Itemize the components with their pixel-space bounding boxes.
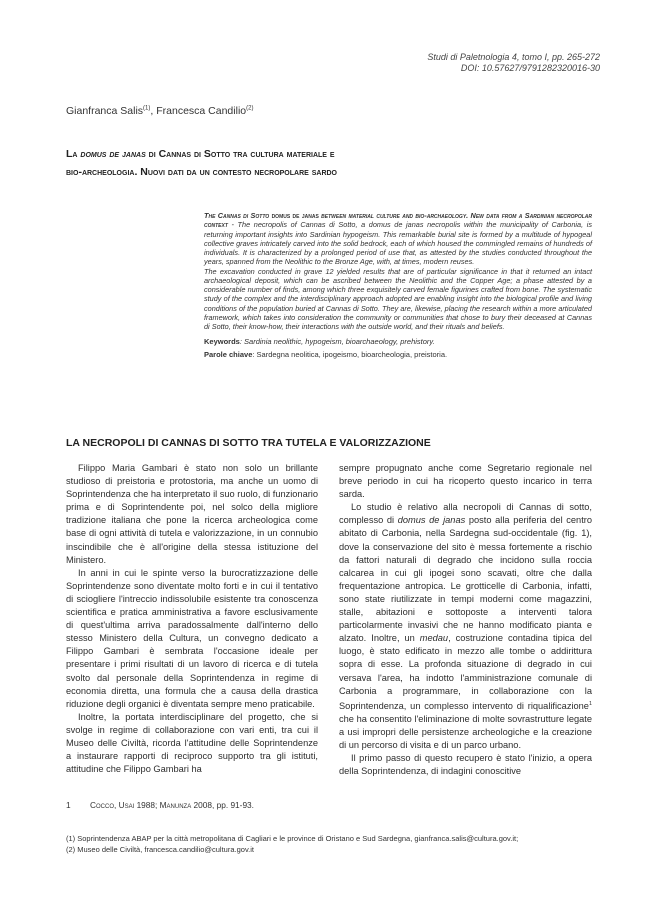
abstract-title-a: The Cannas di Sotto <box>204 211 272 220</box>
affiliation-1: (1) Soprintendenza ABAP per la città metropolitana di Cagliari e le province di Oristano e Sud Sardegna, gianfranca.salis@cultura.gov.it; <box>66 834 519 843</box>
col2-para-1 <box>339 501 592 752</box>
affiliation-2: (2) Museo delle Civiltà, francesca.candilio@cultura.gov.it <box>66 845 254 854</box>
abstract <box>204 211 592 360</box>
footnote-ref-1-rest: 1988; <box>134 800 160 810</box>
footnote-number: 1 <box>66 800 71 810</box>
title-line-2: bio-archeologia. Nuovi dati da un contesto necropolare sardo <box>66 166 337 178</box>
footnote-ref-1: Cocco, Usai <box>90 800 135 810</box>
footnote <box>66 800 254 810</box>
col2-p1c: , costruzione contadina tipica del luogo, è stato edificato in mezzo alle tombe o addirittura sopra di esse. La profonda situazione di degrado in cui versava l'area, ha indotto l'amministrazione comunale di Carbonia a programmare, in collaborazione con la Soprintendenza, un complesso intervento di riqualificazione <box>339 633 592 711</box>
paper-title <box>66 145 586 181</box>
abstract-text-1: - The necropolis of Cannas di Sotto, a domus de janas necropolis within the municipality of Carbonia, is returning important insights into Sardinian hypogeism. This remarkable burial site is formed by a multitude of hypogeal collective graves intricately carved into the solid bedrock, each of which housed the commingled remains of hundreds of individuals. It is characterized by a prolonged period of use that, as attested by the studies conducted throughout the years, spanned from the Neolithic to the Bronze Age, with, at times, modern reuses. <box>204 220 592 267</box>
section-heading: LA NECROPOLI DI CANNAS DI SOTTO TRA TUTELA E VALORIZZAZIONE <box>66 437 431 449</box>
col1-para-2: In anni in cui le spinte verso la burocratizzazione delle Soprintendenze sono diventate molto forti e in cui il tentativo di sciogliere l'intreccio indissolubile esistente tra conoscenza scientifica e pratica amministrativa a favore esclusivamente di quest'ultima arriva paradossalmente dall'interno dello stesso Ministero della Cultura, un convegno dedicato a Filippo Gambari è sembrata l'occasione ideale per presentare i primi risultati di un lavoro di ricerca e di tutela svolto dal personale della Soprintendenza in regime di economia diretta, una formula che a causa della drastica riduzione degli organici è diventata sempre meno praticabile. <box>66 567 318 709</box>
col1-para-1: Filippo Maria Gambari è stato non solo un brillante studioso di preistoria e protostoria, ma anche un uomo di Soprintendenza che ha interpretato il suo ruolo, di funzionario prima e di Soprintendente poi, nel solco della migliore tradizione italiana che pone la ricerca archeologica come base di ogni attività di tutela e valorizzazione, in un connubio inscindibile che è all'origine della stessa istituzione del Ministero. <box>66 463 318 565</box>
footnote-ref-2: Manunza <box>159 800 192 810</box>
title-part-2: di Cannas di Sotto tra cultura materiale e <box>145 148 335 160</box>
column-left <box>66 462 318 776</box>
col2-p1b: posto alla periferia del centro abitato di Carbonia, nella Sardegna sud-occidentale (fig. 1), dove la conservazione del sito è messa fortemente a rischio da fattori naturali di degrado che incidono sulla roccia calcarea in cui gli ipogei sono scavati, oltre che dalla frequentazione antropica. Le grotticelle di Carbonia, infatti, sono state riutilizzate in tempi moderni come magazzini, stalle, abitazioni e sottoposte a interventi talora particolarmente invasivi che ne hanno modificato pianta e alzato. Inoltre, un <box>339 515 592 644</box>
author-2: Francesca Candilio <box>156 105 247 117</box>
running-header <box>300 52 600 74</box>
col2-p1-italic: domus de janas <box>397 515 466 526</box>
col1-para-3: Inoltre, la portata interdisciplinare del progetto, che si svolge in regime di collaborazione con vari enti, tra cui il Museo delle Civiltà, ricorda l'attitudine delle Soprintendenze a instaurare rapporti di reciproco supporto tra gli istituti, attitudine che Filippo Gambari ha <box>66 711 318 775</box>
col2-p1-italic2: medau <box>419 633 449 644</box>
title-part-1: La <box>66 148 81 160</box>
col2-para-2: Il primo passo di questo recupero è stato l'inizio, a opera della Soprintendenza, di indagini conoscitive <box>339 753 592 777</box>
abstract-title-b: between material culture and bio-archaeology. New data from a Sardinian necropolar context <box>204 211 593 230</box>
column-right <box>339 462 592 778</box>
parole-chiave <box>204 350 592 360</box>
parole-label: Parole chiave <box>204 350 253 360</box>
keywords-label: Keywords <box>204 337 240 347</box>
parole-text: : Sardegna neolitica, ipogeismo, bioarcheologia, preistoria. <box>252 350 448 360</box>
col2-p1d: che ha consentito l'eliminazione di molte sovrastrutture legate a usi impropri delle persistenze archeologiche e la creazione di un percorso di visita e di un parco urbano. <box>339 713 592 751</box>
title-italic: domus de janas <box>80 148 146 160</box>
author-1: Gianfranca Salis <box>66 105 144 117</box>
affiliations <box>66 833 596 855</box>
authors <box>66 105 253 117</box>
keywords-text: : Sardinia neolithic, hypogeism, bioarchaeology, prehistory. <box>239 337 435 347</box>
author-separator: , <box>150 105 157 117</box>
doi: DOI: 10.57627/9791282320016-30 <box>460 63 600 73</box>
abstract-title-italic: domus de janas <box>271 211 319 220</box>
journal-line: Studi di Paletnologia 4, tomo I, pp. 265-272 <box>427 52 600 62</box>
footnote-ref-2-rest: 2008, pp. 91-93. <box>191 800 254 810</box>
col2-para-0: sempre propugnato anche come Segretario regionale nel breve periodo in cui ha ricoperto questo incarico in terra sarda. <box>339 463 592 500</box>
author-1-mark: (1) <box>143 105 151 112</box>
author-2-mark: (2) <box>246 105 254 112</box>
col2-p1a: Lo studio è relativo alla necropoli di Cannas di sotto, complesso di <box>339 502 592 526</box>
abstract-text-2: The excavation conducted in grave 12 yielded results that are of particular significance in that it returned an intact archaeological deposit, which can be ascribed between the Neolithic and the Copper Age; a phase attested by a considerable number of finds, among which three exquisitely carved female figurines crafted from bone. The systematic study of the complex and the interdisciplinary approach adopted are enabling insight into the biological profile and living conditions of the population buried at Cannas di Sotto. They are, likewise, placing the research within a more articulated framework, which takes into consideration the community or communities that chose to bury their deceased at Cannas di Sotto, their know-how, their interactions with the outside world, and their rituals and beliefs. <box>204 266 592 331</box>
footnote-mark[interactable]: 1 <box>588 700 592 707</box>
keywords <box>204 337 592 347</box>
abstract-para-1 <box>204 211 592 267</box>
